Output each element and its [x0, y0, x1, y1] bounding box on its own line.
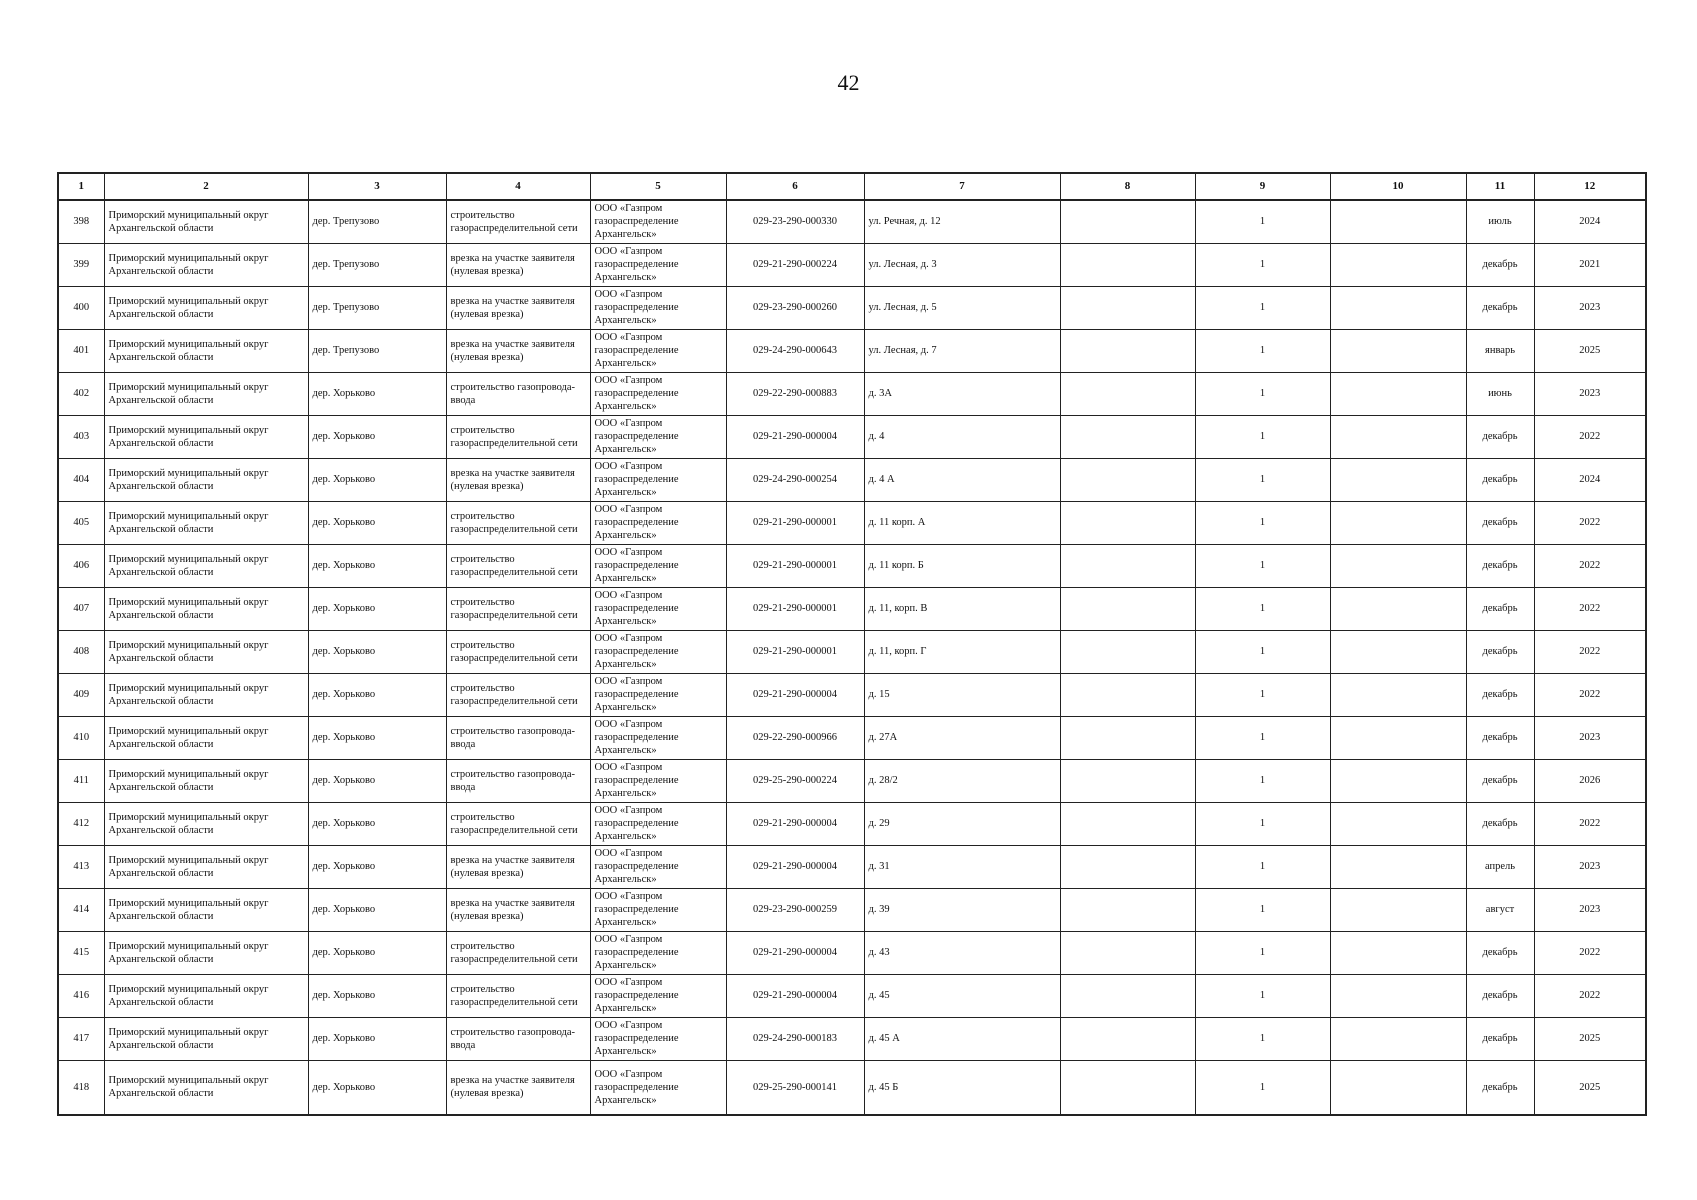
month-cell: декабрь	[1466, 587, 1534, 630]
organization-cell: ООО «Газпром газораспределение Архангельск»	[590, 372, 726, 415]
col8-cell	[1060, 1060, 1195, 1115]
col10-cell	[1330, 587, 1466, 630]
row-number-cell: 414	[58, 888, 104, 931]
table-row	[58, 544, 1646, 587]
month-cell: декабрь	[1466, 759, 1534, 802]
month-cell: август	[1466, 888, 1534, 931]
tech-conditions-number-cell: 029-23-290-000330	[726, 200, 864, 243]
year-cell: 2022	[1534, 415, 1646, 458]
work-type-cell: строительство газораспределительной сети	[446, 802, 590, 845]
municipality-cell: Приморский муниципальный округ Архангельской области	[104, 1017, 308, 1060]
address-cell: д. 3А	[864, 372, 1060, 415]
work-type-cell: строительство газораспределительной сети	[446, 415, 590, 458]
row-number-cell: 399	[58, 243, 104, 286]
table-row	[58, 888, 1646, 931]
page-number: 42	[837, 70, 860, 95]
organization-cell: ООО «Газпром газораспределение Архангельск»	[590, 759, 726, 802]
col10-cell	[1330, 544, 1466, 587]
row-number-cell: 403	[58, 415, 104, 458]
address-cell: д. 11 корп. Б	[864, 544, 1060, 587]
quantity-cell: 1	[1195, 329, 1330, 372]
table-row	[58, 329, 1646, 372]
settlement-cell: дер. Трепузово	[308, 200, 446, 243]
work-type-cell: врезка на участке заявителя (нулевая врезка)	[446, 845, 590, 888]
address-cell: д. 45 Б	[864, 1060, 1060, 1115]
address-cell: д. 15	[864, 673, 1060, 716]
year-cell: 2023	[1534, 286, 1646, 329]
municipality-cell: Приморский муниципальный округ Архангельской области	[104, 544, 308, 587]
col8-cell	[1060, 888, 1195, 931]
quantity-cell: 1	[1195, 415, 1330, 458]
col8-cell	[1060, 716, 1195, 759]
tech-conditions-number-cell: 029-21-290-000004	[726, 673, 864, 716]
municipality-cell: Приморский муниципальный округ Архангельской области	[104, 501, 308, 544]
table-row	[58, 200, 1646, 243]
header-cell: 12	[1534, 173, 1646, 200]
year-cell: 2022	[1534, 931, 1646, 974]
col10-cell	[1330, 759, 1466, 802]
work-type-cell: строительство газопровода-ввода	[446, 759, 590, 802]
quantity-cell: 1	[1195, 243, 1330, 286]
municipality-cell: Приморский муниципальный округ Архангельской области	[104, 372, 308, 415]
table-row	[58, 802, 1646, 845]
municipality-cell: Приморский муниципальный округ Архангельской области	[104, 243, 308, 286]
table-row	[58, 458, 1646, 501]
settlement-cell: дер. Хорьково	[308, 974, 446, 1017]
month-cell: декабрь	[1466, 415, 1534, 458]
municipality-cell: Приморский муниципальный округ Архангельской области	[104, 630, 308, 673]
tech-conditions-number-cell: 029-21-290-000001	[726, 544, 864, 587]
organization-cell: ООО «Газпром газораспределение Архангельск»	[590, 1060, 726, 1115]
year-cell: 2023	[1534, 372, 1646, 415]
month-cell: январь	[1466, 329, 1534, 372]
address-cell: д. 29	[864, 802, 1060, 845]
col10-cell	[1330, 458, 1466, 501]
col10-cell	[1330, 931, 1466, 974]
table-row	[58, 974, 1646, 1017]
municipality-cell: Приморский муниципальный округ Архангельской области	[104, 286, 308, 329]
month-cell: июль	[1466, 200, 1534, 243]
tech-conditions-number-cell: 029-23-290-000259	[726, 888, 864, 931]
work-type-cell: врезка на участке заявителя (нулевая врезка)	[446, 329, 590, 372]
organization-cell: ООО «Газпром газораспределение Архангельск»	[590, 286, 726, 329]
header-cell: 5	[590, 173, 726, 200]
quantity-cell: 1	[1195, 845, 1330, 888]
year-cell: 2024	[1534, 458, 1646, 501]
quantity-cell: 1	[1195, 974, 1330, 1017]
row-number-cell: 418	[58, 1060, 104, 1115]
col10-cell	[1330, 716, 1466, 759]
month-cell: декабрь	[1466, 501, 1534, 544]
organization-cell: ООО «Газпром газораспределение Архангельск»	[590, 931, 726, 974]
settlement-cell: дер. Хорьково	[308, 458, 446, 501]
quantity-cell: 1	[1195, 286, 1330, 329]
row-number-cell: 410	[58, 716, 104, 759]
settlement-cell: дер. Хорьково	[308, 501, 446, 544]
address-cell: ул. Речная, д. 12	[864, 200, 1060, 243]
address-cell: д. 4 А	[864, 458, 1060, 501]
col8-cell	[1060, 1017, 1195, 1060]
row-number-cell: 404	[58, 458, 104, 501]
quantity-cell: 1	[1195, 759, 1330, 802]
month-cell: июнь	[1466, 372, 1534, 415]
settlement-cell: дер. Трепузово	[308, 329, 446, 372]
table-row	[58, 286, 1646, 329]
tech-conditions-number-cell: 029-23-290-000260	[726, 286, 864, 329]
organization-cell: ООО «Газпром газораспределение Архангельск»	[590, 243, 726, 286]
tech-conditions-number-cell: 029-21-290-000004	[726, 845, 864, 888]
month-cell: декабрь	[1466, 716, 1534, 759]
col10-cell	[1330, 845, 1466, 888]
year-cell: 2026	[1534, 759, 1646, 802]
table-row	[58, 931, 1646, 974]
tech-conditions-number-cell: 029-22-290-000883	[726, 372, 864, 415]
organization-cell: ООО «Газпром газораспределение Архангельск»	[590, 501, 726, 544]
row-number-cell: 398	[58, 200, 104, 243]
quantity-cell: 1	[1195, 587, 1330, 630]
year-cell: 2023	[1534, 716, 1646, 759]
row-number-cell: 415	[58, 931, 104, 974]
tech-conditions-number-cell: 029-24-290-000643	[726, 329, 864, 372]
organization-cell: ООО «Газпром газораспределение Архангельск»	[590, 1017, 726, 1060]
organization-cell: ООО «Газпром газораспределение Архангельск»	[590, 544, 726, 587]
work-type-cell: строительство газораспределительной сети	[446, 544, 590, 587]
col8-cell	[1060, 931, 1195, 974]
settlement-cell: дер. Трепузово	[308, 286, 446, 329]
quantity-cell: 1	[1195, 1017, 1330, 1060]
year-cell: 2022	[1534, 587, 1646, 630]
municipality-cell: Приморский муниципальный округ Архангельской области	[104, 716, 308, 759]
address-cell: д. 4	[864, 415, 1060, 458]
address-cell: д. 28/2	[864, 759, 1060, 802]
col10-cell	[1330, 501, 1466, 544]
settlement-cell: дер. Хорьково	[308, 673, 446, 716]
municipality-cell: Приморский муниципальный округ Архангельской области	[104, 802, 308, 845]
work-type-cell: врезка на участке заявителя (нулевая врезка)	[446, 888, 590, 931]
organization-cell: ООО «Газпром газораспределение Архангельск»	[590, 974, 726, 1017]
tech-conditions-number-cell: 029-24-290-000183	[726, 1017, 864, 1060]
header-cell: 8	[1060, 173, 1195, 200]
month-cell: декабрь	[1466, 1017, 1534, 1060]
col8-cell	[1060, 974, 1195, 1017]
header-cell: 10	[1330, 173, 1466, 200]
settlement-cell: дер. Хорьково	[308, 716, 446, 759]
work-type-cell: врезка на участке заявителя (нулевая врезка)	[446, 458, 590, 501]
settlement-cell: дер. Хорьково	[308, 587, 446, 630]
work-type-cell: строительство газораспределительной сети	[446, 587, 590, 630]
year-cell: 2023	[1534, 888, 1646, 931]
municipality-cell: Приморский муниципальный округ Архангельской области	[104, 587, 308, 630]
table-row	[58, 845, 1646, 888]
col10-cell	[1330, 1017, 1466, 1060]
settlement-cell: дер. Хорьково	[308, 888, 446, 931]
quantity-cell: 1	[1195, 630, 1330, 673]
year-cell: 2025	[1534, 329, 1646, 372]
col8-cell	[1060, 845, 1195, 888]
header-cell: 7	[864, 173, 1060, 200]
table-row	[58, 630, 1646, 673]
row-number-cell: 407	[58, 587, 104, 630]
year-cell: 2022	[1534, 544, 1646, 587]
quantity-cell: 1	[1195, 458, 1330, 501]
tech-conditions-number-cell: 029-22-290-000966	[726, 716, 864, 759]
header-cell: 2	[104, 173, 308, 200]
settlement-cell: дер. Хорьково	[308, 802, 446, 845]
settlement-cell: дер. Хорьково	[308, 544, 446, 587]
month-cell: декабрь	[1466, 630, 1534, 673]
row-number-cell: 416	[58, 974, 104, 1017]
organization-cell: ООО «Газпром газораспределение Архангельск»	[590, 673, 726, 716]
year-cell: 2025	[1534, 1060, 1646, 1115]
col8-cell	[1060, 329, 1195, 372]
municipality-cell: Приморский муниципальный округ Архангельской области	[104, 458, 308, 501]
col8-cell	[1060, 458, 1195, 501]
settlement-cell: дер. Хорьково	[308, 415, 446, 458]
municipality-cell: Приморский муниципальный округ Архангельской области	[104, 200, 308, 243]
col10-cell	[1330, 286, 1466, 329]
tech-conditions-number-cell: 029-21-290-000001	[726, 501, 864, 544]
work-type-cell: строительство газораспределительной сети	[446, 974, 590, 1017]
col8-cell	[1060, 243, 1195, 286]
header-cell: 4	[446, 173, 590, 200]
month-cell: декабрь	[1466, 974, 1534, 1017]
col10-cell	[1330, 329, 1466, 372]
col10-cell	[1330, 1060, 1466, 1115]
work-type-cell: врезка на участке заявителя (нулевая врезка)	[446, 1060, 590, 1115]
col8-cell	[1060, 759, 1195, 802]
municipality-cell: Приморский муниципальный округ Архангельской области	[104, 329, 308, 372]
year-cell: 2023	[1534, 845, 1646, 888]
address-cell: ул. Лесная, д. 5	[864, 286, 1060, 329]
municipality-cell: Приморский муниципальный округ Архангельской области	[104, 673, 308, 716]
municipality-cell: Приморский муниципальный округ Архангельской области	[104, 931, 308, 974]
month-cell: декабрь	[1466, 931, 1534, 974]
organization-cell: ООО «Газпром газораспределение Архангельск»	[590, 630, 726, 673]
address-cell: д. 39	[864, 888, 1060, 931]
address-cell: д. 27А	[864, 716, 1060, 759]
gas-connection-register-table	[57, 172, 1647, 1116]
year-cell: 2024	[1534, 200, 1646, 243]
table-row	[58, 415, 1646, 458]
organization-cell: ООО «Газпром газораспределение Архангельск»	[590, 200, 726, 243]
municipality-cell: Приморский муниципальный округ Архангельской области	[104, 845, 308, 888]
organization-cell: ООО «Газпром газораспределение Архангельск»	[590, 587, 726, 630]
quantity-cell: 1	[1195, 802, 1330, 845]
table-row	[58, 1060, 1646, 1115]
month-cell: декабрь	[1466, 458, 1534, 501]
tech-conditions-number-cell: 029-21-290-000004	[726, 974, 864, 1017]
tech-conditions-number-cell: 029-21-290-000004	[726, 931, 864, 974]
municipality-cell: Приморский муниципальный округ Архангельской области	[104, 759, 308, 802]
address-cell: д. 11, корп. В	[864, 587, 1060, 630]
tech-conditions-number-cell: 029-24-290-000254	[726, 458, 864, 501]
row-number-cell: 411	[58, 759, 104, 802]
table-row	[58, 587, 1646, 630]
address-cell: д. 45	[864, 974, 1060, 1017]
quantity-cell: 1	[1195, 372, 1330, 415]
organization-cell: ООО «Газпром газораспределение Архангельск»	[590, 845, 726, 888]
col10-cell	[1330, 802, 1466, 845]
quantity-cell: 1	[1195, 888, 1330, 931]
col10-cell	[1330, 415, 1466, 458]
address-cell: ул. Лесная, д. 7	[864, 329, 1060, 372]
col8-cell	[1060, 802, 1195, 845]
work-type-cell: строительство газопровода-ввода	[446, 716, 590, 759]
col10-cell	[1330, 200, 1466, 243]
year-cell: 2022	[1534, 974, 1646, 1017]
year-cell: 2022	[1534, 802, 1646, 845]
work-type-cell: строительство газопровода-ввода	[446, 372, 590, 415]
quantity-cell: 1	[1195, 501, 1330, 544]
row-number-cell: 402	[58, 372, 104, 415]
settlement-cell: дер. Хорьково	[308, 759, 446, 802]
row-number-cell: 408	[58, 630, 104, 673]
settlement-cell: дер. Трепузово	[308, 243, 446, 286]
col8-cell	[1060, 415, 1195, 458]
municipality-cell: Приморский муниципальный округ Архангельской области	[104, 888, 308, 931]
work-type-cell: врезка на участке заявителя (нулевая врезка)	[446, 286, 590, 329]
row-number-cell: 405	[58, 501, 104, 544]
tech-conditions-number-cell: 029-21-290-000004	[726, 415, 864, 458]
year-cell: 2022	[1534, 673, 1646, 716]
col10-cell	[1330, 630, 1466, 673]
row-number-cell: 417	[58, 1017, 104, 1060]
year-cell: 2025	[1534, 1017, 1646, 1060]
settlement-cell: дер. Хорьково	[308, 845, 446, 888]
header-cell: 11	[1466, 173, 1534, 200]
work-type-cell: строительство газораспределительной сети	[446, 931, 590, 974]
month-cell: декабрь	[1466, 544, 1534, 587]
row-number-cell: 401	[58, 329, 104, 372]
month-cell: декабрь	[1466, 1060, 1534, 1115]
work-type-cell: строительство газораспределительной сети	[446, 200, 590, 243]
organization-cell: ООО «Газпром газораспределение Архангельск»	[590, 716, 726, 759]
row-number-cell: 400	[58, 286, 104, 329]
col10-cell	[1330, 673, 1466, 716]
organization-cell: ООО «Газпром газораспределение Архангельск»	[590, 329, 726, 372]
tech-conditions-number-cell: 029-21-290-000001	[726, 630, 864, 673]
address-cell: д. 31	[864, 845, 1060, 888]
row-number-cell: 412	[58, 802, 104, 845]
table-body	[58, 200, 1646, 1115]
header-cell: 3	[308, 173, 446, 200]
table-header-row	[58, 173, 1646, 200]
col8-cell	[1060, 630, 1195, 673]
table-row	[58, 673, 1646, 716]
address-cell: д. 11 корп. А	[864, 501, 1060, 544]
address-cell: д. 45 А	[864, 1017, 1060, 1060]
municipality-cell: Приморский муниципальный округ Архангельской области	[104, 1060, 308, 1115]
address-cell: д. 11, корп. Г	[864, 630, 1060, 673]
table-row	[58, 372, 1646, 415]
quantity-cell: 1	[1195, 673, 1330, 716]
col8-cell	[1060, 200, 1195, 243]
month-cell: декабрь	[1466, 286, 1534, 329]
col10-cell	[1330, 243, 1466, 286]
organization-cell: ООО «Газпром газораспределение Архангельск»	[590, 415, 726, 458]
col10-cell	[1330, 372, 1466, 415]
organization-cell: ООО «Газпром газораспределение Архангельск»	[590, 888, 726, 931]
tech-conditions-number-cell: 029-21-290-000004	[726, 802, 864, 845]
row-number-cell: 413	[58, 845, 104, 888]
tech-conditions-number-cell: 029-21-290-000001	[726, 587, 864, 630]
quantity-cell: 1	[1195, 716, 1330, 759]
tech-conditions-number-cell: 029-25-290-000224	[726, 759, 864, 802]
settlement-cell: дер. Хорьково	[308, 1060, 446, 1115]
col8-cell	[1060, 286, 1195, 329]
table-row	[58, 759, 1646, 802]
col8-cell	[1060, 587, 1195, 630]
municipality-cell: Приморский муниципальный округ Архангельской области	[104, 415, 308, 458]
settlement-cell: дер. Хорьково	[308, 630, 446, 673]
month-cell: апрель	[1466, 845, 1534, 888]
year-cell: 2022	[1534, 501, 1646, 544]
col10-cell	[1330, 888, 1466, 931]
tech-conditions-number-cell: 029-25-290-000141	[726, 1060, 864, 1115]
settlement-cell: дер. Хорьково	[308, 372, 446, 415]
col8-cell	[1060, 372, 1195, 415]
quantity-cell: 1	[1195, 544, 1330, 587]
row-number-cell: 409	[58, 673, 104, 716]
month-cell: декабрь	[1466, 673, 1534, 716]
settlement-cell: дер. Хорьково	[308, 931, 446, 974]
quantity-cell: 1	[1195, 200, 1330, 243]
work-type-cell: врезка на участке заявителя (нулевая врезка)	[446, 243, 590, 286]
municipality-cell: Приморский муниципальный округ Архангельской области	[104, 974, 308, 1017]
col8-cell	[1060, 501, 1195, 544]
col8-cell	[1060, 673, 1195, 716]
col10-cell	[1330, 974, 1466, 1017]
address-cell: ул. Лесная, д. 3	[864, 243, 1060, 286]
table-row	[58, 1017, 1646, 1060]
work-type-cell: строительство газопровода-ввода	[446, 1017, 590, 1060]
month-cell: декабрь	[1466, 243, 1534, 286]
tech-conditions-number-cell: 029-21-290-000224	[726, 243, 864, 286]
table-row	[58, 501, 1646, 544]
address-cell: д. 43	[864, 931, 1060, 974]
quantity-cell: 1	[1195, 1060, 1330, 1115]
quantity-cell: 1	[1195, 931, 1330, 974]
table-row	[58, 716, 1646, 759]
work-type-cell: строительство газораспределительной сети	[446, 630, 590, 673]
header-cell: 9	[1195, 173, 1330, 200]
month-cell: декабрь	[1466, 802, 1534, 845]
work-type-cell: строительство газораспределительной сети	[446, 501, 590, 544]
settlement-cell: дер. Хорьково	[308, 1017, 446, 1060]
year-cell: 2021	[1534, 243, 1646, 286]
work-type-cell: строительство газораспределительной сети	[446, 673, 590, 716]
table-row	[58, 243, 1646, 286]
col8-cell	[1060, 544, 1195, 587]
year-cell: 2022	[1534, 630, 1646, 673]
organization-cell: ООО «Газпром газораспределение Архангельск»	[590, 802, 726, 845]
header-cell: 1	[58, 173, 104, 200]
row-number-cell: 406	[58, 544, 104, 587]
organization-cell: ООО «Газпром газораспределение Архангельск»	[590, 458, 726, 501]
header-cell: 6	[726, 173, 864, 200]
